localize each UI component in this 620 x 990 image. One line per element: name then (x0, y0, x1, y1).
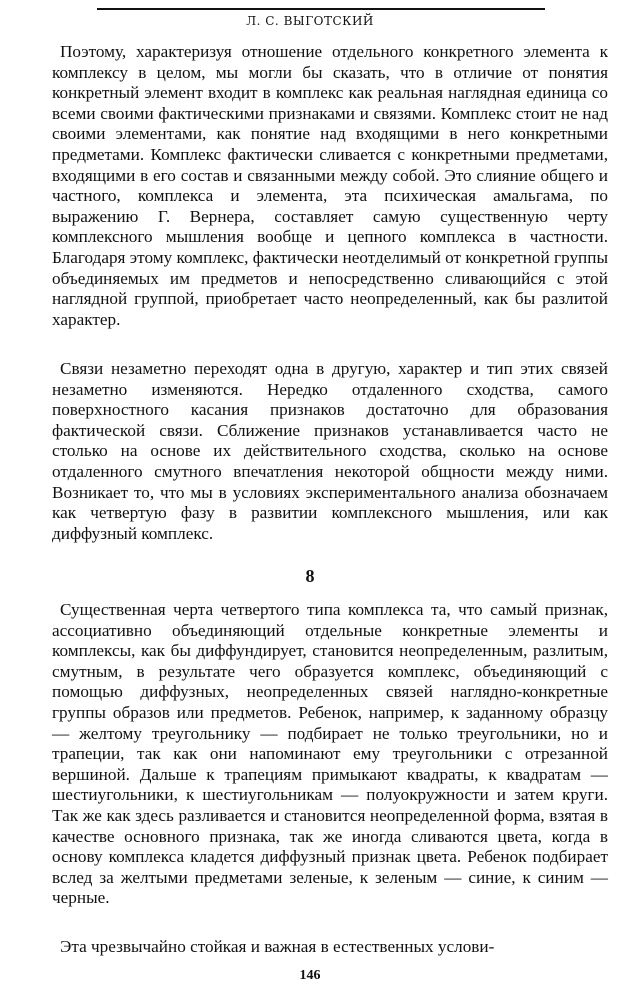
header-rule (97, 8, 545, 10)
section-number: 8 (305, 566, 315, 586)
paragraph-4 (52, 937, 608, 958)
running-head: Л. С. ВЫГОТСКИЙ (246, 14, 374, 28)
paragraph-text: Связи незаметно переходят одна в другую, характер и тип этих связей незаметно изменяются. Нередко отдаленного сходства, самого поверхностного касания признаков достаточно для образования фактической связи. Сближение признаков устанавливается часто не столько на основе их действительного сходства, сколько на основе отдаленного смутного впечатления некоторой общности между ними. Возникает то, что мы в условиях экспериментального анализа обозначаем как четвертую фазу в развитии комплексного мышления, или как диффузный комплекс. (52, 359, 608, 543)
paragraph-text: Существенная черта четвертого типа комплекса та, что самый признак, ассоциативно объединяющий отдельные конкретные элементы и комплексы, как бы диффундирует, становится неопределенным, разлитым, смутным, в результате чего образуется комплекс, объединяющий с помощью диффузных, неопределенных связей наглядно-конкретные группы образов или предметов. Ребенок, например, к заданному образцу — желтому треугольнику — подбирает не только треугольники, но и трапеции, так как они напоминают ему треугольники с отрезанной вершиной. Дальше к трапециям примыкают квадраты, к квадратам — шестиугольники, к шестиугольникам — полуокружности и затем круги. Так же как здесь разливается и становится неопределенной форма, взятая в качестве основного признака, так же иногда сливаются цвета, когда в основу комплекса кладется диффузный признак цвета. Ребенок подбирает вслед за желтыми предметами зеленые, к зеленым — синие, к синим — черные. (52, 600, 608, 908)
page-number: 146 (299, 968, 321, 983)
paragraph-text: Эта чрезвычайно стойкая и важная в естественных услови- (60, 937, 495, 956)
paragraph-2 (52, 359, 608, 544)
paragraph-3 (52, 600, 608, 909)
paragraph-text: Поэтому, характеризуя отношение отдельного конкретного элемента к комплексу в целом, мы могли бы сказать, что в отличие от понятия конкретный элемент входит в комплекс как реальная наглядная единица со всеми своими фактическими признаками и связями. Комплекс стоит не над своими элементами, как понятие над входящими в него конкретными предметами. Комплекс фактически сливается с конкретными предметами, входящими в его состав и связанными между собой. Это слияние общего и частного, комплекса и элемента, эта психическая амальгама, по выражению Г. Вернера, составляет самую существенную черту комплексного мышления вообще и цепного комплекса в частности. Благодаря этому комплекс, фактически неотделимый от конкретной группы объединяемых им предметов и непосредственно сливающийся с этой наглядной группой, приобретает часто неопределенный, как бы разлитой характер. (52, 42, 608, 329)
paragraph-1 (52, 42, 608, 330)
